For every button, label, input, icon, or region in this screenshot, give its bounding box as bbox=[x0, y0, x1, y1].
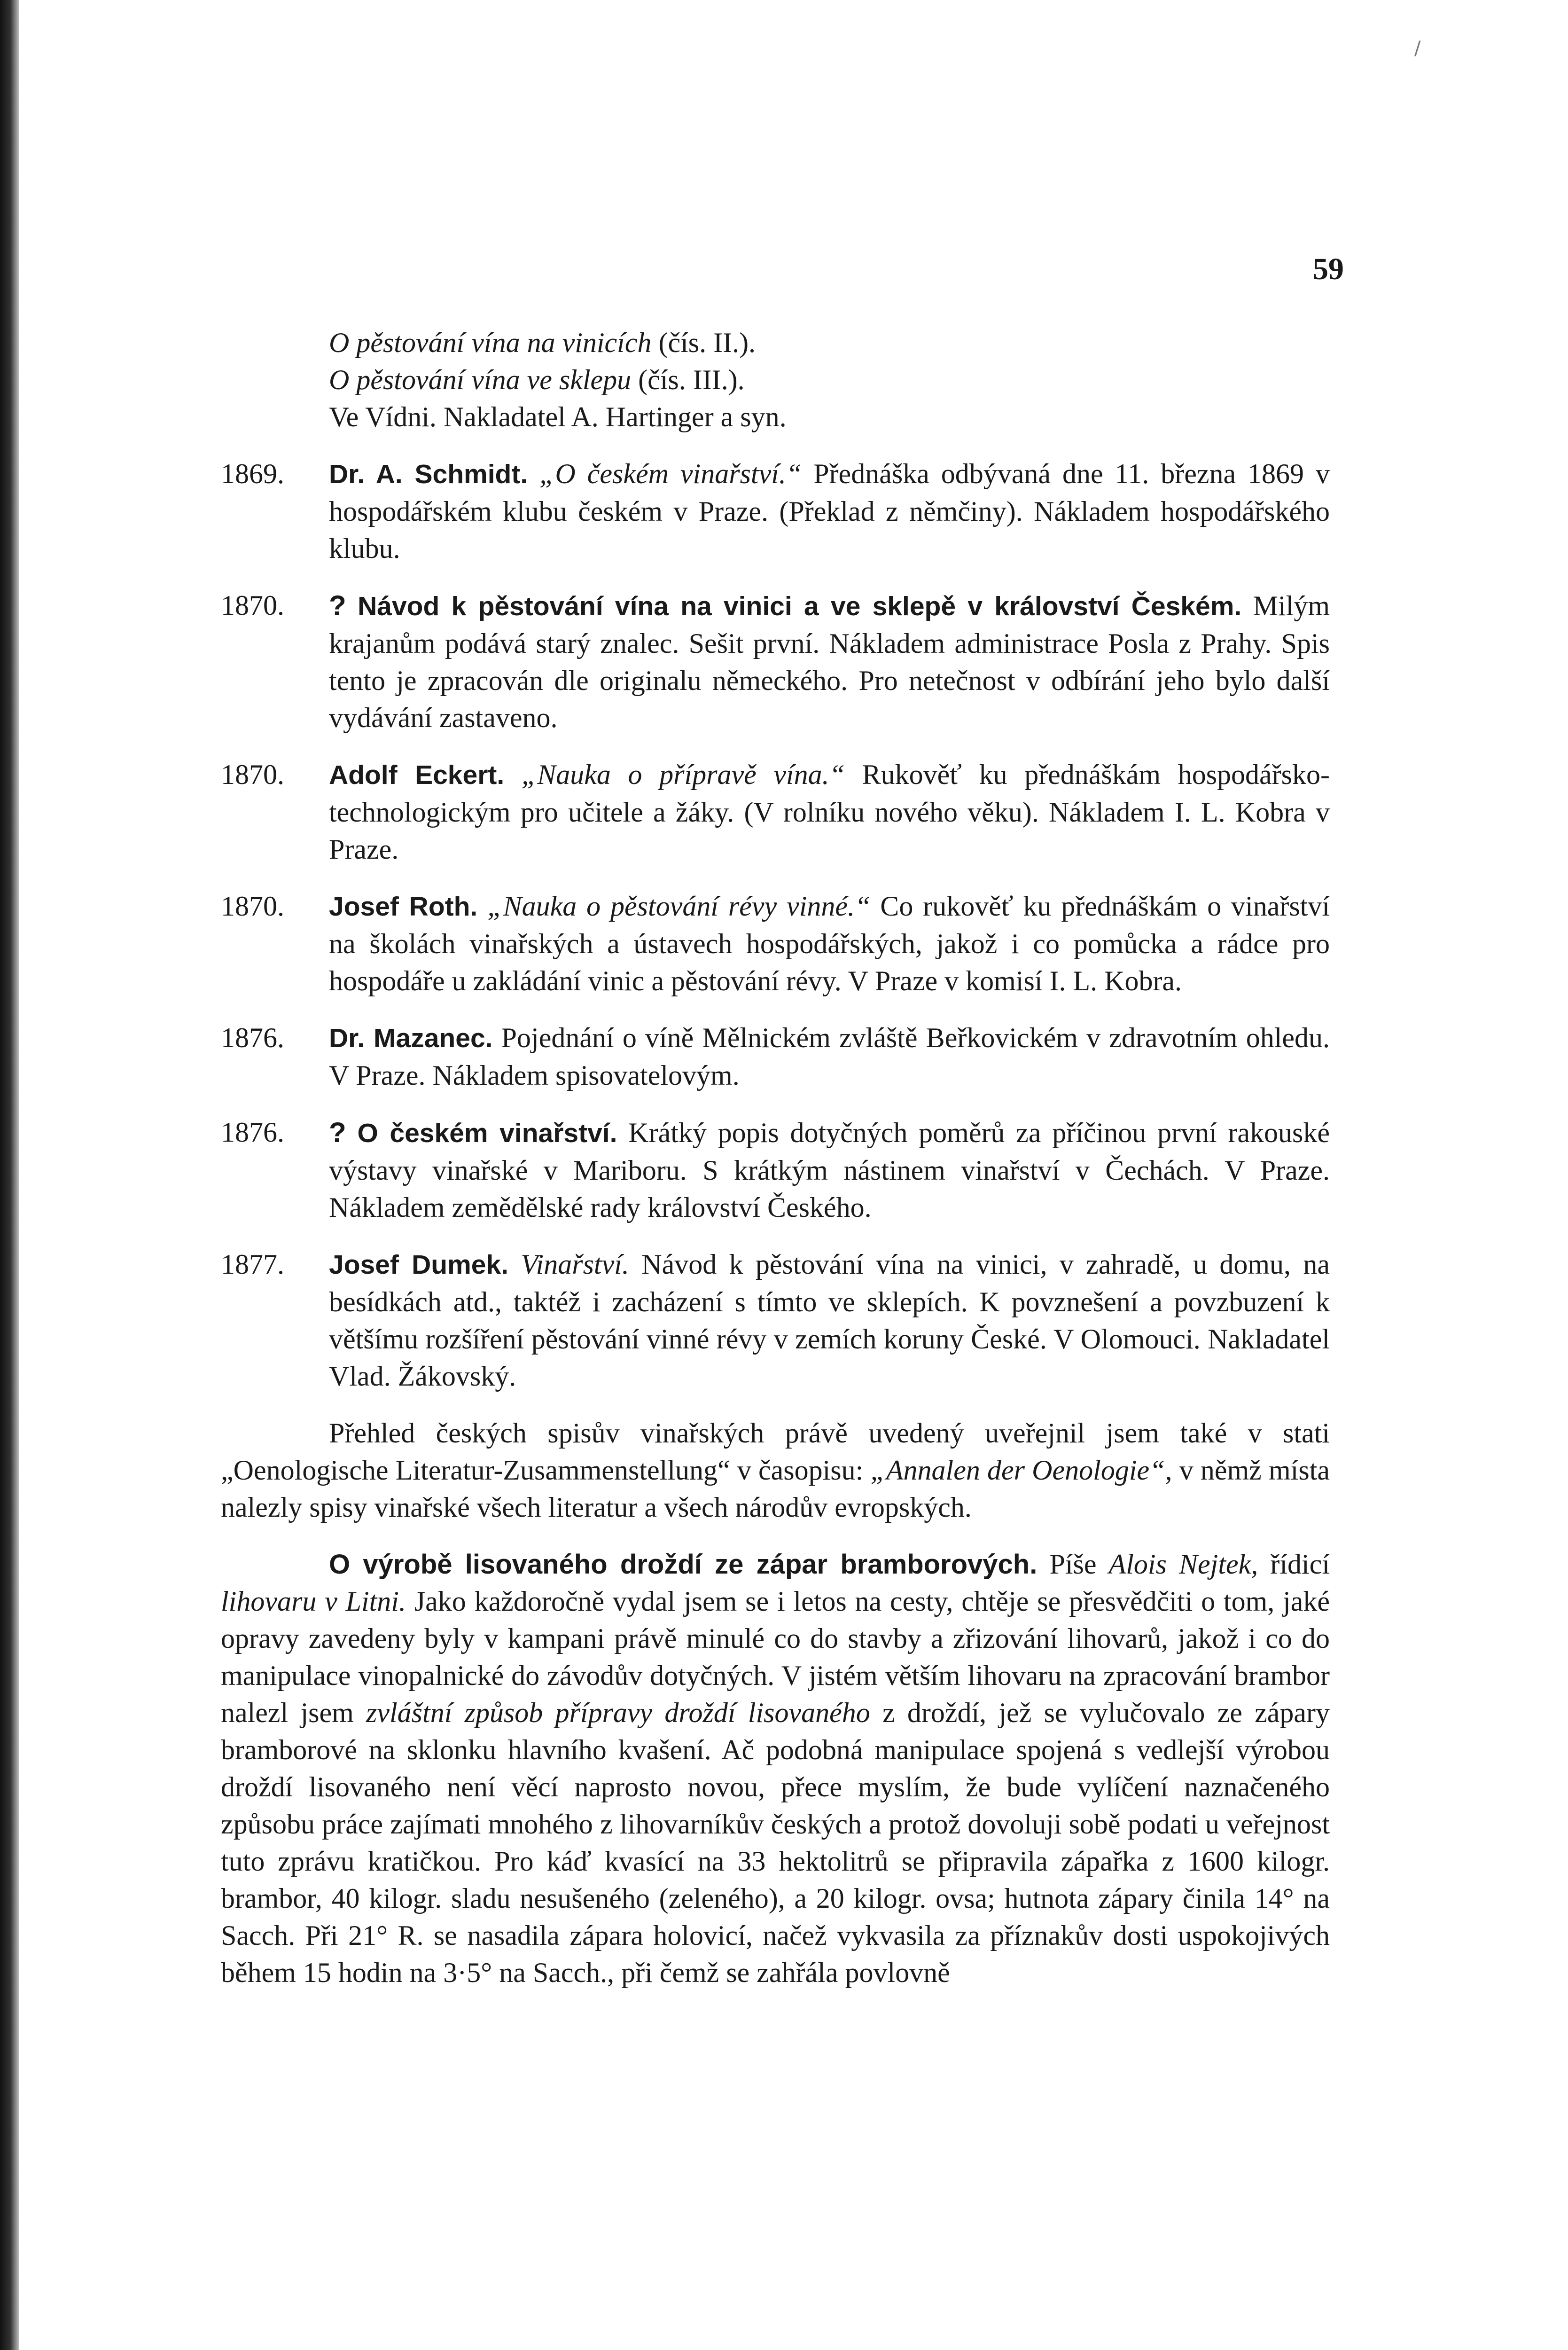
article-method: zvláštní způsob přípravy droždí lisovaného bbox=[366, 1697, 870, 1728]
entry-title: O českém vinařství. bbox=[357, 1118, 617, 1148]
entry-year: 1870. bbox=[221, 590, 284, 621]
entry-text: Krátký popis dotyčných poměrů za příčinou první rakouské výstavy vinařské v Mariboru. S krátkým nástinem vinařství v Čechách. V Praze. Nákladem zemědělské rady království Českého. bbox=[329, 1117, 1330, 1223]
entry-year: 1870. bbox=[221, 891, 284, 922]
entry-year: 1876. bbox=[221, 1117, 284, 1148]
article-paragraph bbox=[221, 1546, 1330, 1991]
stray-pencil-mark: / bbox=[1414, 38, 1421, 59]
entry-author: Dr. Mazanec. bbox=[329, 1023, 493, 1053]
intro-ref-1: (čís. II.). bbox=[658, 327, 756, 358]
intro-ref-2: (čís. III.). bbox=[638, 364, 745, 395]
intro-line-3: Ve Vídni. Nakladatel A. Hartinger a syn. bbox=[329, 401, 787, 432]
entry-year: 1877. bbox=[221, 1249, 284, 1280]
entry-author: Josef Dumek. bbox=[329, 1250, 508, 1280]
page-content bbox=[221, 324, 1330, 2011]
entry-year: 1869. bbox=[221, 458, 284, 489]
entry-year: 1870. bbox=[221, 759, 284, 790]
page-number: 59 bbox=[1313, 252, 1344, 286]
entry-title: Návod k pěstování vína na vinici a ve sklepě v království Českém. bbox=[358, 591, 1242, 621]
bibliography-entry bbox=[221, 1246, 1330, 1395]
article-text-3: Jako každoročně vydal jsem se i letos na cesty, chtěje se přesvědčiti o tom, jaké opravy zavedeny byly v kampani právě minulé co do stavby a zřizování lihovarů, jakož i co do manipulace vinopalnické do závodův dotyčných. V jistém větším lihovaru na zpracování brambor nalezl jsem bbox=[221, 1586, 1330, 1728]
entry-author: Dr. A. Schmidt. bbox=[329, 459, 528, 489]
intro-line-1 bbox=[329, 324, 1330, 361]
article-workplace: lihovaru v Litni. bbox=[221, 1586, 406, 1617]
entry-text: Přednáška odbývaná dne 11. března 1869 v hospodářském klubu českém v Praze. (Překlad z němčiny). Nákladem hospodářského klubu. bbox=[329, 458, 1330, 564]
intro-line-2 bbox=[329, 361, 1330, 399]
summary-paragraph bbox=[221, 1415, 1330, 1526]
entry-title: „Nauka o pěstování révy vinné.“ bbox=[487, 891, 871, 922]
bibliography-entry bbox=[221, 756, 1330, 868]
entry-author: Josef Roth. bbox=[329, 892, 478, 922]
intro-title-1: O pěstování vína na vinicích bbox=[329, 327, 652, 358]
journal-title: „Annalen der Oenologie“ bbox=[870, 1455, 1165, 1486]
entry-title: Vinařství. bbox=[521, 1249, 629, 1280]
entry-author: Adolf Eckert. bbox=[329, 760, 505, 790]
summary-text-2: , v němž místa nalezly spisy vinařské všech literatur a všech národův evropských. bbox=[221, 1455, 1330, 1523]
article-text-4: z droždí, jež se vylučovalo ze zápary bramborové na sklonku hlavního kvašení. Ač podobná manipulace spojená s vedlejší výrobou droždí lisovaného není věcí naprosto novou, přece myslím, že bude vylíčení naznačeného způsobu práce zajímati mnohého z lihovarníkův českých a protož dovoluji sobě podati u veřejnost tuto zprávu kratičkou. Pro káď kvasící na 33 hektolitrů se připravila zápařka z 1600 kilogr. brambor, 40 kilogr. sladu nesušeného (zeleného), a 20 kilogr. ovsa; hutnota zápary činila 14° na Sacch. Při 21° R. se nasadila zápara holovicí, načež vykvasila za příznakův dosti uspokojivých během 15 hodin na 3·5° na Sacch., při čemž se zahřála povlovně bbox=[221, 1697, 1330, 1988]
entry-year: 1876. bbox=[221, 1022, 284, 1053]
bibliography-entry bbox=[221, 587, 1330, 736]
entry-title: „Nauka o přípravě vína.“ bbox=[521, 759, 845, 790]
entry-text: Milým krajanům podává starý znalec. Sešit první. Nákladem administrace Posla z Prahy. Spis tento je zpracován dle originalu německého. Pro netečnost v odbírání jeho bylo další vydávání zastaveno. bbox=[329, 590, 1330, 733]
summary-text-1: Přehled českých spisův vinařských právě uvedený uveřejnil jsem také v stati „Oenologische Literatur-Zusammenstellung“ v časopisu: bbox=[221, 1418, 1330, 1486]
entry-author-unknown: ? bbox=[329, 1117, 346, 1148]
bibliography-entry bbox=[221, 455, 1330, 567]
intro-block bbox=[221, 324, 1330, 436]
article-author: Alois Nejtek, bbox=[1108, 1549, 1258, 1580]
entry-author-unknown: ? bbox=[329, 590, 346, 621]
page-binding-edge bbox=[0, 0, 19, 2350]
bibliography-entry bbox=[221, 1114, 1330, 1226]
entry-text: Návod k pěstování vína na vinici, v zahradě, u domu, na besídkách atd., taktéž i zacházení s tímto ve sklepích. K povznešení a povzbuzení k většímu rozšíření pěstování vinné révy v zemích koruny České. V Olomouci. Nakladatel Vlad. Žákovský. bbox=[329, 1249, 1330, 1392]
article-text-2: řídicí bbox=[1258, 1549, 1330, 1580]
article-title: O výrobě lisovaného droždí ze zápar bramborových. bbox=[329, 1549, 1038, 1580]
entry-text: Rukověť ku přednáškám hospodářsko-technologickým pro učitele a žáky. (V rolníku nového věku). Nákladem I. L. Kobra v Praze. bbox=[329, 759, 1330, 865]
intro-title-2: O pěstování vína ve sklepu bbox=[329, 364, 632, 395]
article-text-1: Píše bbox=[1037, 1549, 1109, 1580]
entry-title: „O českém vinařství.“ bbox=[539, 458, 802, 489]
bibliography-entry bbox=[221, 888, 1330, 1000]
entry-text: Co rukověť ku přednáškám o vinařství na školách vinařských a ústavech hospodářských, jakož i co pomůcka a rádce pro hospodáře u zakládání vinic a pěstování révy. V Praze v komisí I. L. Kobra. bbox=[329, 891, 1330, 996]
entry-text: Pojednání o víně Mělnickém zvláště Beřkovickém v zdravotním ohledu. V Praze. Nákladem spisovatelovým. bbox=[329, 1022, 1330, 1091]
bibliography-entry bbox=[221, 1019, 1330, 1094]
